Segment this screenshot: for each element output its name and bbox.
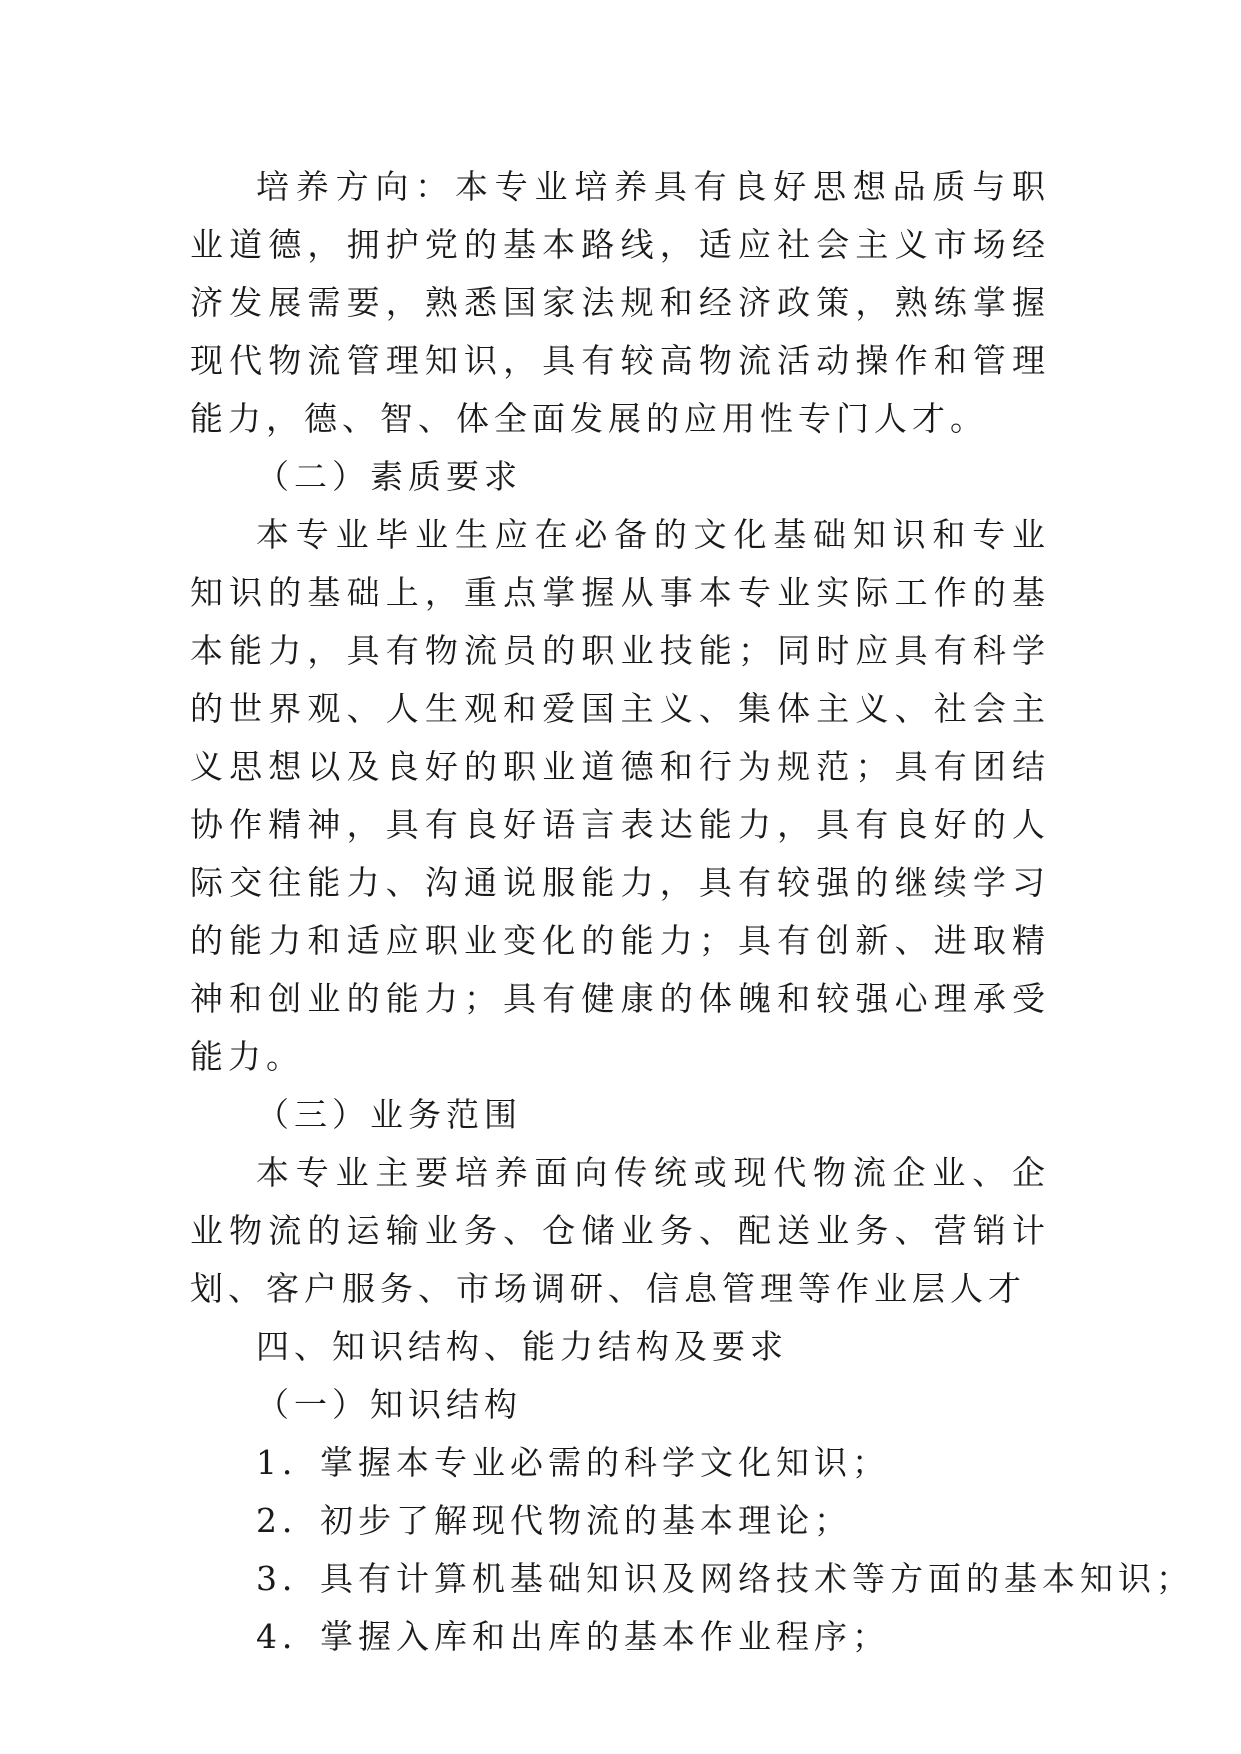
list-item: 3．具有计算机基础知识及网络技术等方面的基本知识； bbox=[256, 1559, 1194, 1598]
chapter-heading-knowledge-ability: 四、知识结构、能力结构及要求 bbox=[256, 1327, 788, 1366]
section-heading-business-scope: （三）业务范围 bbox=[256, 1095, 522, 1134]
business-scope-paragraph: 本专业主要培养面向传统或现代物流企业、企业物流的运输业务、仓储业务、配送业务、营销计划、客户服务、市场调研、信息管理等作业层人才 bbox=[190, 1153, 1050, 1308]
training-direction-paragraph: 培养方向：本专业培养具有良好思想品质与职业道德，拥护党的基本路线，适应社会主义市场经济发展需要，熟悉国家法规和经济政策，熟练掌握现代物流管理知识，具有较高物流活动操作和管理能力，德、智、体全面发展的应用性专门人才。 bbox=[190, 167, 1050, 438]
list-item: 2．初步了解现代物流的基本理论； bbox=[256, 1501, 852, 1540]
document-body bbox=[190, 158, 1194, 1666]
list-item: 1．掌握本专业必需的科学文化知识； bbox=[256, 1443, 890, 1482]
list-item: 4．掌握入库和出库的基本作业程序； bbox=[256, 1617, 890, 1656]
section-heading-quality-requirements: （二）素质要求 bbox=[256, 457, 522, 496]
quality-requirements-paragraph: 本专业毕业生应在必备的文化基础知识和专业知识的基础上，重点掌握从事本专业实际工作的基本能力，具有物流员的职业技能；同时应具有科学的世界观、人生观和爱国主义、集体主义、社会主义思想以及良好的职业道德和行为规范；具有团结协作精神，具有良好语言表达能力，具有良好的人际交往能力、沟通说服能力，具有较强的继续学习的能力和适应职业变化的能力；具有创新、进取精神和创业的能力；具有健康的体魄和较强心理承受能力。 bbox=[190, 515, 1050, 1076]
section-heading-knowledge-structure: （一）知识结构 bbox=[256, 1385, 522, 1424]
